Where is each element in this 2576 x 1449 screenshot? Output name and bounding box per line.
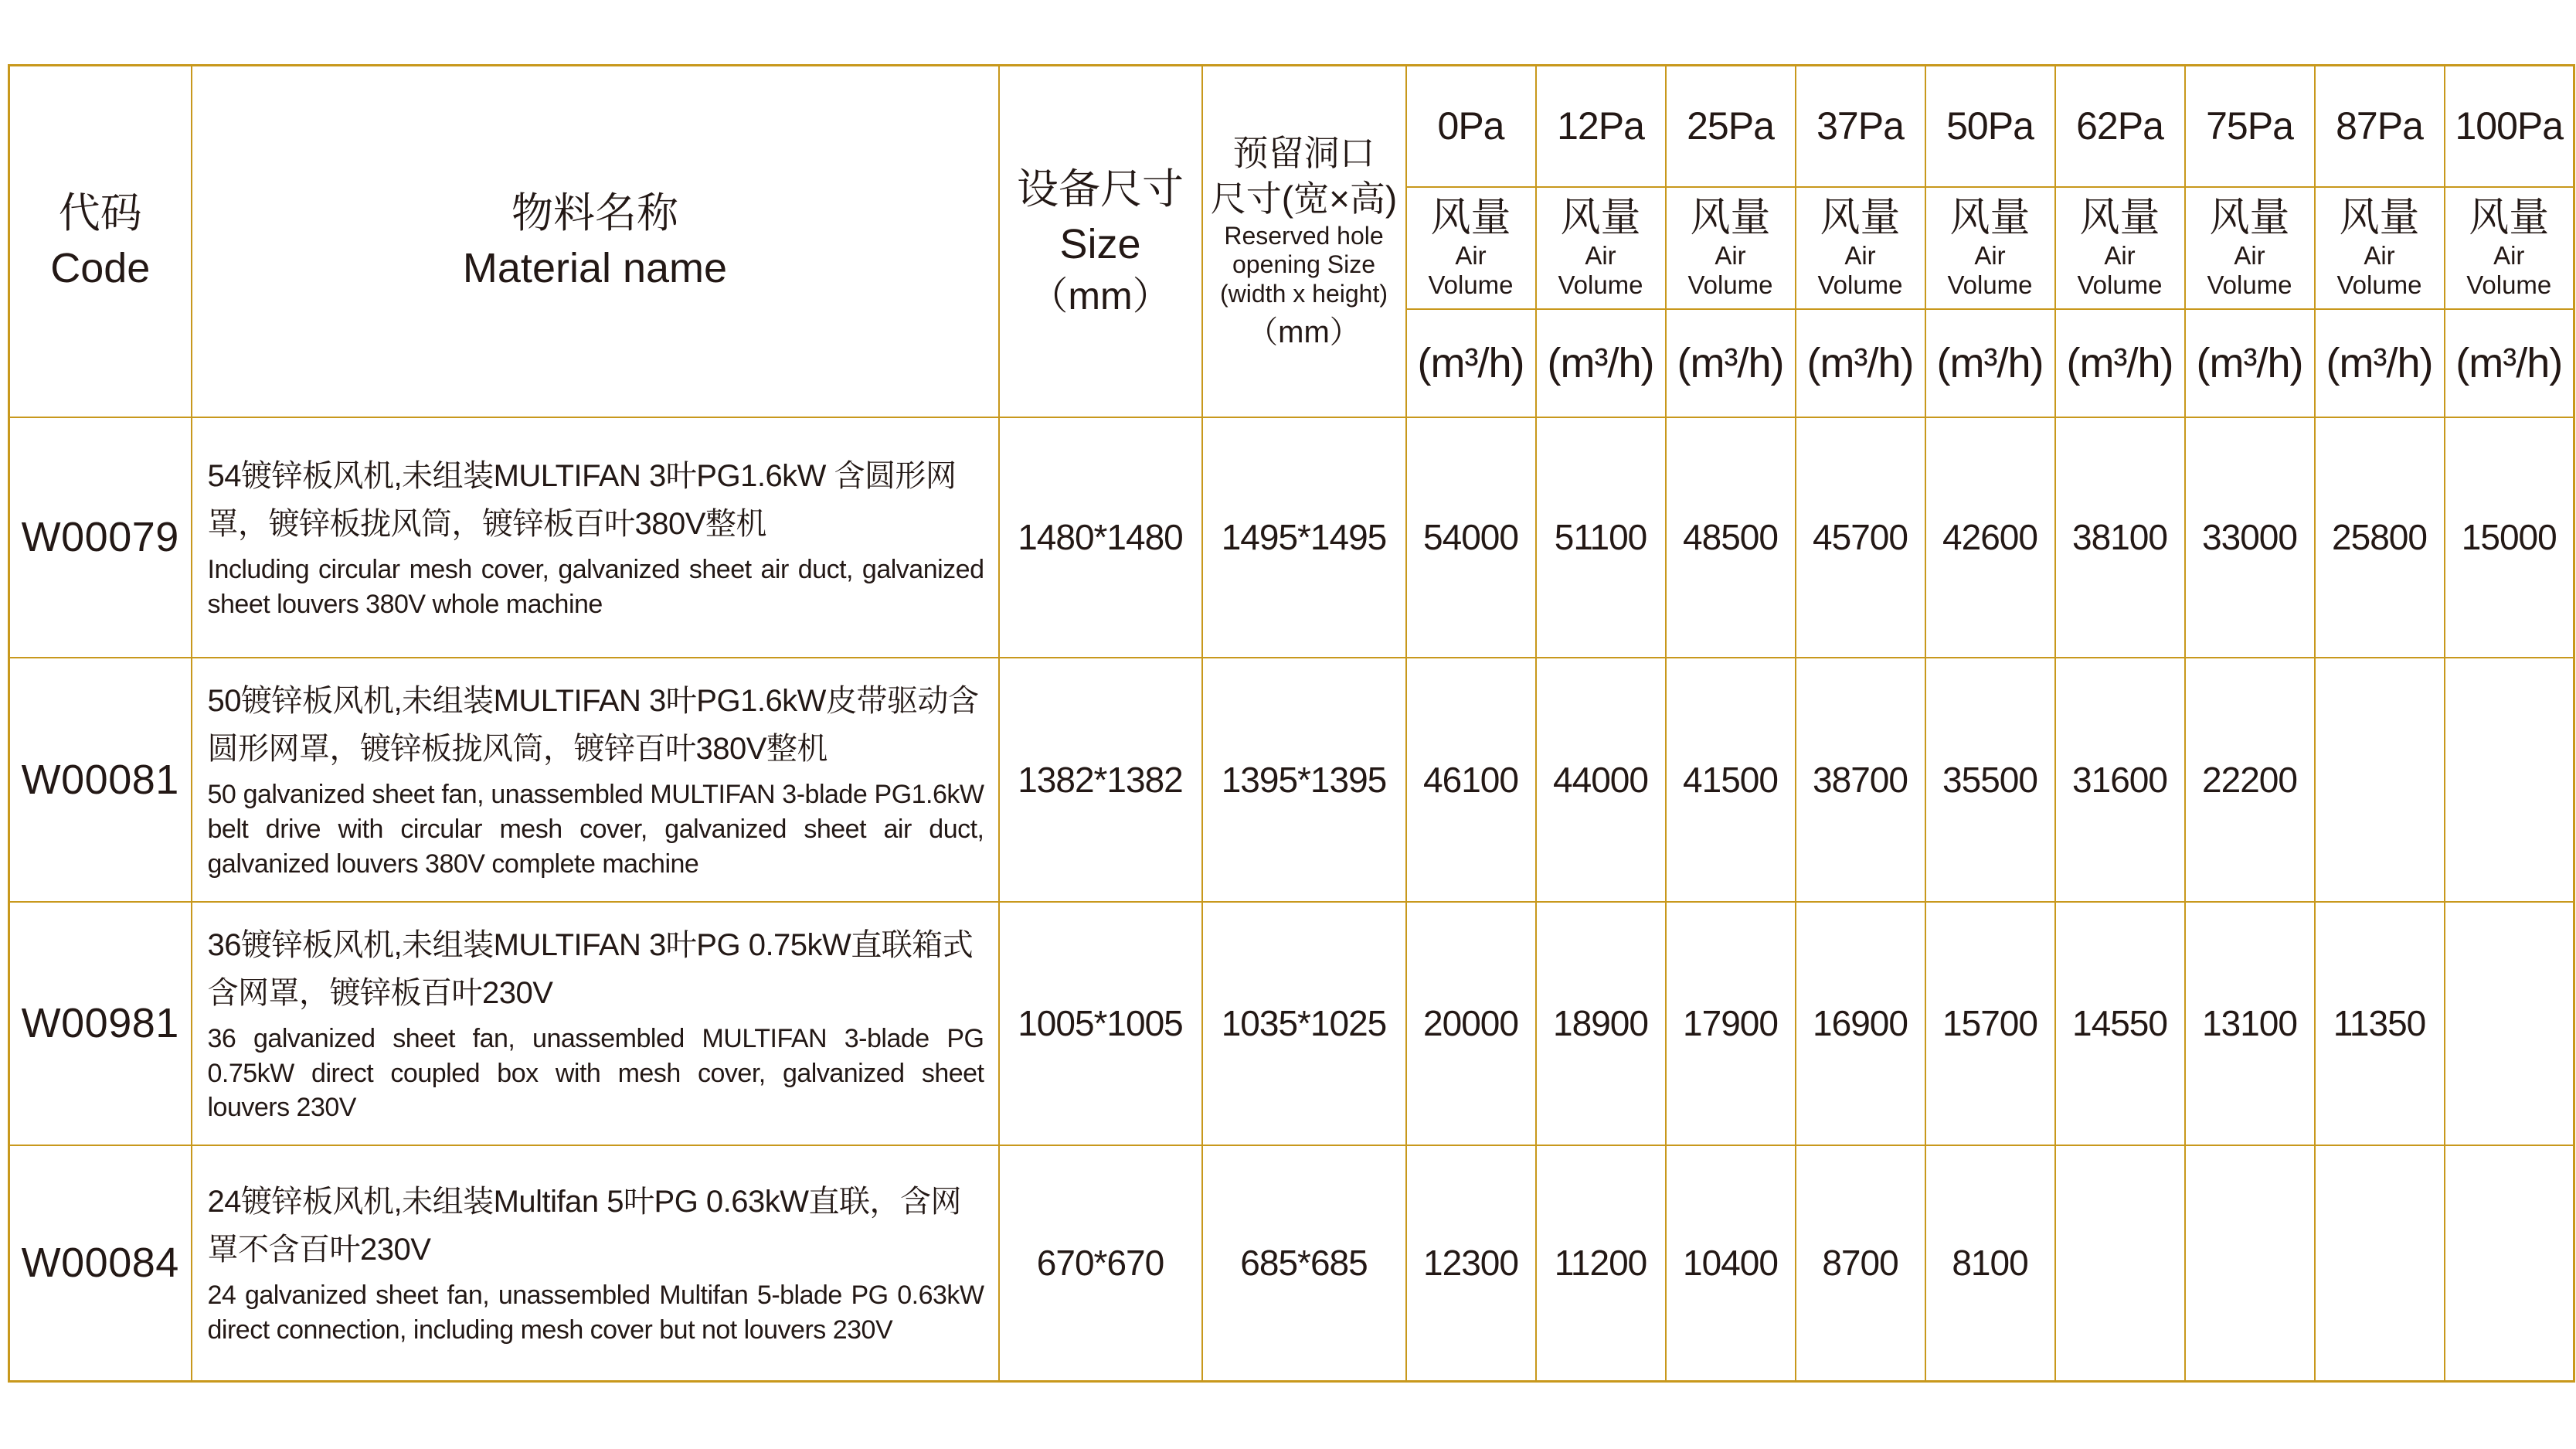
material-name-en: 50 galvanized sheet fan, unassembled MULTIFAN 3-blade PG1.6kW belt drive with circular mesh cover, galvanized sheet air duct, galvanized louvers 380V complete machine [207,780,984,879]
air-volume-en-2: Volume [1687,270,1773,300]
header-reserved-hole [1202,66,1406,417]
header-pressure-0pa: 0Pa [1406,66,1536,187]
header-air-volume [2185,187,2315,309]
header-code-en: Code [50,245,151,292]
air-volume-cell: 15700 [1925,902,2055,1145]
table-row [9,417,2574,658]
code-cell: W00079 [9,417,192,658]
header-hole-zh-1: 预留洞口 [1232,132,1375,173]
air-volume-cell: 45700 [1796,417,1925,658]
header-pressure-50pa: 50Pa [1925,66,2055,187]
air-volume-cell: 11200 [1536,1145,1666,1382]
material-name-en: 36 galvanized sheet fan, unassembled MULTIFAN 3-blade PG 0.75kW direct coupled box with mesh cover, galvanized sheet louvers 230V [207,1023,984,1123]
material-name-zh: 36镀锌板风机,未组装MULTIFAN 3叶PG 0.75kW直联箱式含网罩，镀锌板百叶230V [207,927,974,1010]
code-cell: W00084 [9,1145,192,1382]
air-volume-en-1: Air [2364,241,2395,270]
air-volume-cell: 51100 [1536,417,1666,658]
header-unit-m3h: (m³/h) [1406,309,1536,417]
header-material-name [192,66,999,417]
air-volume-cell: 22200 [2185,658,2315,902]
air-volume-cell: 54000 [1406,417,1536,658]
air-volume-cell: 25800 [2315,417,2445,658]
header-pressure-87pa: 87Pa [2315,66,2445,187]
header-unit-m3h: (m³/h) [1536,309,1666,417]
air-volume-cell: 13100 [2185,902,2315,1145]
header-pressure-37pa: 37Pa [1796,66,1925,187]
header-code [9,66,192,417]
material-name-cell [192,1145,999,1382]
air-volume-cell [2185,1145,2315,1382]
air-volume-cell: 10400 [1666,1145,1796,1382]
air-volume-cell: 15000 [2445,417,2574,658]
header-air-volume [1406,187,1536,309]
air-volume-cell: 31600 [2055,658,2185,902]
material-name-zh: 54镀锌板风机,未组装MULTIFAN 3叶PG1.6kW 含圆形网罩，镀锌板拢风筒，镀锌板百叶380V整机 [207,459,957,542]
air-volume-zh: 风量 [1560,196,1641,241]
header-code-zh: 代码 [58,189,142,236]
header-air-volume [1925,187,2055,309]
air-volume-cell: 42600 [1925,417,2055,658]
air-volume-cell: 35500 [1925,658,2055,902]
code-cell: W00981 [9,902,192,1145]
material-name-cell [192,417,999,658]
size-cell: 1382*1382 [999,658,1202,902]
table-row [9,1145,2574,1382]
air-volume-cell: 46100 [1406,658,1536,902]
header-pressure-62pa: 62Pa [2055,66,2185,187]
air-volume-en-2: Volume [1947,270,2033,300]
size-cell: 1005*1005 [999,902,1202,1145]
header-material-en: Material name [462,245,728,292]
air-volume-zh: 风量 [2469,196,2550,241]
air-volume-en-1: Air [2104,241,2136,270]
header-device-size [999,66,1202,417]
header-air-volume [2055,187,2185,309]
air-volume-cell: 38100 [2055,417,2185,658]
air-volume-zh: 风量 [1820,196,1901,241]
air-volume-en-2: Volume [2077,270,2163,300]
header-hole-zh-2: 尺寸(宽×高) [1210,178,1398,219]
header-air-volume [2315,187,2445,309]
air-volume-en-1: Air [1455,241,1487,270]
air-volume-cell [2055,1145,2185,1382]
code-cell: W00081 [9,658,192,902]
header-pressure-25pa: 25Pa [1666,66,1796,187]
air-volume-cell: 44000 [1536,658,1666,902]
air-volume-en-2: Volume [1558,270,1643,300]
air-volume-cell: 12300 [1406,1145,1536,1382]
table-row [9,902,2574,1145]
header-pressure-100pa: 100Pa [2445,66,2574,187]
header-hole-en-3: (width x height) [1220,280,1388,308]
material-name-cell [192,658,999,902]
header-hole-en-2: opening Size [1232,250,1376,279]
air-volume-cell: 16900 [1796,902,1925,1145]
air-volume-cell: 41500 [1666,658,1796,902]
material-name-zh: 24镀锌板风机,未组装Multifan 5叶PG 0.63kW直联，含网罩不含百叶230V [207,1185,962,1267]
air-volume-zh: 风量 [1430,196,1511,241]
hole-size-cell: 1395*1395 [1202,658,1406,902]
material-name-zh: 50镀锌板风机,未组装MULTIFAN 3叶PG1.6kW皮带驱动含圆形网罩，镀锌板拢风筒，镀锌百叶380V整机 [207,684,979,767]
size-cell: 1480*1480 [999,417,1202,658]
air-volume-cell: 14550 [2055,902,2185,1145]
header-size-unit: （mm） [1029,274,1171,318]
material-name-cell [192,902,999,1145]
air-volume-en-2: Volume [2466,270,2552,300]
air-volume-en-1: Air [1715,241,1746,270]
header-size-zh: 设备尺寸 [1017,165,1184,213]
header-unit-m3h: (m³/h) [1666,309,1796,417]
material-name-en: Including circular mesh cover, galvanized sheet air duct, galvanized sheet louvers 380V whole machine [207,555,984,619]
header-unit-m3h: (m³/h) [2055,309,2185,417]
header-air-volume [1796,187,1925,309]
header-air-volume [1666,187,1796,309]
air-volume-cell [2445,902,2574,1145]
air-volume-en-1: Air [1585,241,1616,270]
air-volume-cell [2315,658,2445,902]
header-unit-m3h: (m³/h) [1796,309,1925,417]
header-pressure-75pa: 75Pa [2185,66,2315,187]
header-hole-en-1: Reserved hole [1224,221,1384,250]
air-volume-cell: 20000 [1406,902,1536,1145]
air-volume-cell: 48500 [1666,417,1796,658]
hole-size-cell: 1035*1025 [1202,902,1406,1145]
header-air-volume [2445,187,2574,309]
air-volume-cell [2445,658,2574,902]
header-material-zh: 物料名称 [511,189,678,236]
air-volume-zh: 风量 [1949,196,2031,241]
fan-spec-table [8,64,2575,1383]
air-volume-cell: 8700 [1796,1145,1925,1382]
air-volume-zh: 风量 [2209,196,2290,241]
air-volume-cell [2445,1145,2574,1382]
air-volume-en-1: Air [2493,241,2525,270]
air-volume-en-2: Volume [1817,270,1903,300]
air-volume-en-1: Air [2234,241,2265,270]
air-volume-cell: 18900 [1536,902,1666,1145]
air-volume-zh: 风量 [2079,196,2160,241]
air-volume-cell: 38700 [1796,658,1925,902]
size-cell: 670*670 [999,1145,1202,1382]
material-name-en: 24 galvanized sheet fan, unassembled Multifan 5-blade PG 0.63kW direct connection, including mesh cover but not louvers 230V [207,1281,984,1345]
air-volume-cell: 11350 [2315,902,2445,1145]
air-volume-zh: 风量 [2339,196,2420,241]
header-unit-m3h: (m³/h) [2445,309,2574,417]
air-volume-en-1: Air [1844,241,1876,270]
header-unit-m3h: (m³/h) [2185,309,2315,417]
header-pressure-12pa: 12Pa [1536,66,1666,187]
air-volume-cell [2315,1145,2445,1382]
air-volume-cell: 8100 [1925,1145,2055,1382]
header-hole-unit: （mm） [1247,315,1361,349]
table-row [9,658,2574,902]
hole-size-cell: 1495*1495 [1202,417,1406,658]
air-volume-cell: 17900 [1666,902,1796,1145]
header-unit-m3h: (m³/h) [1925,309,2055,417]
header-air-volume [1536,187,1666,309]
header-unit-m3h: (m³/h) [2315,309,2445,417]
air-volume-en-2: Volume [2207,270,2292,300]
air-volume-en-2: Volume [2336,270,2422,300]
header-size-en: Size [1059,221,1141,267]
air-volume-en-2: Volume [1428,270,1514,300]
air-volume-en-1: Air [1974,241,2006,270]
air-volume-zh: 风量 [1690,196,1771,241]
air-volume-cell: 33000 [2185,417,2315,658]
hole-size-cell: 685*685 [1202,1145,1406,1382]
